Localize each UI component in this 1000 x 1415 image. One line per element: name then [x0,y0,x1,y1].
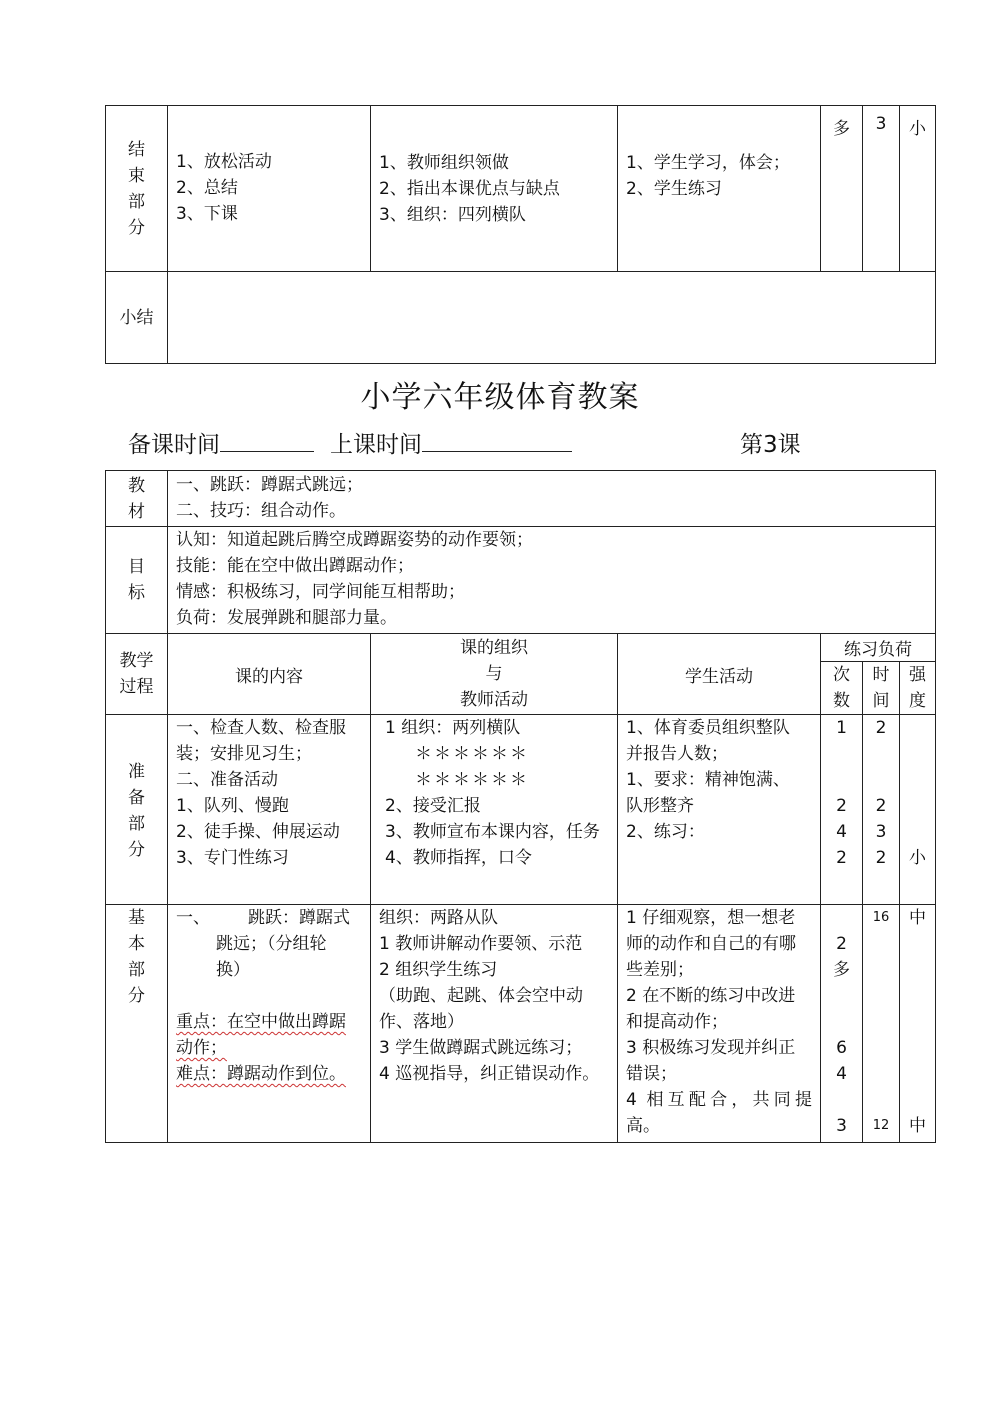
header-times: 次 数 [821,662,863,715]
summary-content [168,272,936,364]
end-section-student: 1、学生学习，体会； 2、学生练习 [618,106,821,272]
end-section-label: 结 束 部 分 [106,106,168,272]
summary-label: 小结 [106,272,168,364]
header-process: 教学 过程 [106,634,168,715]
end-section-teacher: 1、教师组织领做 2、指出本课优点与缺点 3、组织：四列横队 [371,106,618,272]
difficulty: 难点：蹲踞动作到位。 [176,1064,346,1084]
prep-section-label: 准 备 部 分 [106,715,168,905]
prep-section-times: 1 2 4 2 [821,715,863,905]
prep-section-content: 一、检查人数、检查服 装；安排见习生； 二、准备活动 1、队列、慢跑 2、徒手操、伸展运动 3、专门性练习 [168,715,371,905]
header-student: 学生活动 [618,634,821,715]
basic-section-intensity: 中 中 [900,905,936,1143]
prep-time-blank [220,431,314,452]
end-section-duration: 3 [863,106,900,272]
prep-time-field [128,426,314,459]
prep-section-intensity: 小 [900,715,936,905]
basic-section-times: 2 多 6 4 3 [821,905,863,1143]
material-label: 教 材 [106,471,168,527]
goal-label: 目 标 [106,527,168,634]
prep-section-teacher: 1 组织：两列横队 ＊＊＊＊＊＊ ＊＊＊＊＊＊ 2、接受汇报 3、教师宣布本课内容，任务 4、教师指挥，口令 [371,715,618,905]
class-time-field [330,426,572,459]
end-section-content: 1、放松活动 2、总结 3、下课 [168,106,371,272]
lesson-number: 第3课 [740,432,801,458]
header-intensity: 强 度 [900,662,936,715]
end-section-times: 多 [821,106,863,272]
basic-section-content: 一、 跳跃：蹲踞式 跳远；（分组轮 换） 重点：在空中做出蹲踞 动作； 难点：蹲踞动作到位。 [168,905,371,1143]
prep-time-label: 备课时间 [128,432,220,458]
basic-section-duration: 16 12 [863,905,900,1143]
prep-section-duration: 2 2 3 2 [863,715,900,905]
page-title: 小学六年级体育教案 [360,380,640,415]
header-duration: 时 间 [863,662,900,715]
header-load: 练习负荷 [821,634,936,662]
header-content: 课的内容 [168,634,371,715]
end-section-table [105,105,935,364]
goal-content: 认知：知道起跳后腾空成蹲踞姿势的动作要领； 技能：能在空中做出蹲踞动作； 情感：积极练习，同学间能互相帮助； 负荷：发展弹跳和腿部力量。 [168,527,936,634]
header-organization: 课的组织 与 教师活动 [371,634,618,715]
class-time-label: 上课时间 [330,432,422,458]
basic-section-student: 1 仔细观察，想一想老 师的动作和自己的有哪 些差别； 2 在不断的练习中改进 和提高动作； 3 积极练习发现并纠正 错误； 4 相互配合，共同提 高。 [618,905,821,1143]
key-point: 重点：在空中做出蹲踞 [176,1012,346,1032]
basic-section-label: 基 本 部 分 [106,905,168,1143]
prep-section-student: 1、体育委员组织整队 并报告人数； 1、要求：精神饱满、 队形整齐 2、练习： [618,715,821,905]
material-content: 一、跳跃：蹲踞式跳远； 二、技巧：组合动作。 [168,471,936,527]
basic-section-teacher: 组织：两路从队 1 教师讲解动作要领、示范 2 组织学生练习 （助跑、起跳、体会空中动 作、落地） 3 学生做蹲踞式跳远练习； 4 巡视指导，纠正错误动作。 [371,905,618,1143]
lesson-plan-table [105,470,935,1143]
end-section-intensity: 小 [900,106,936,272]
class-time-blank [422,431,572,452]
